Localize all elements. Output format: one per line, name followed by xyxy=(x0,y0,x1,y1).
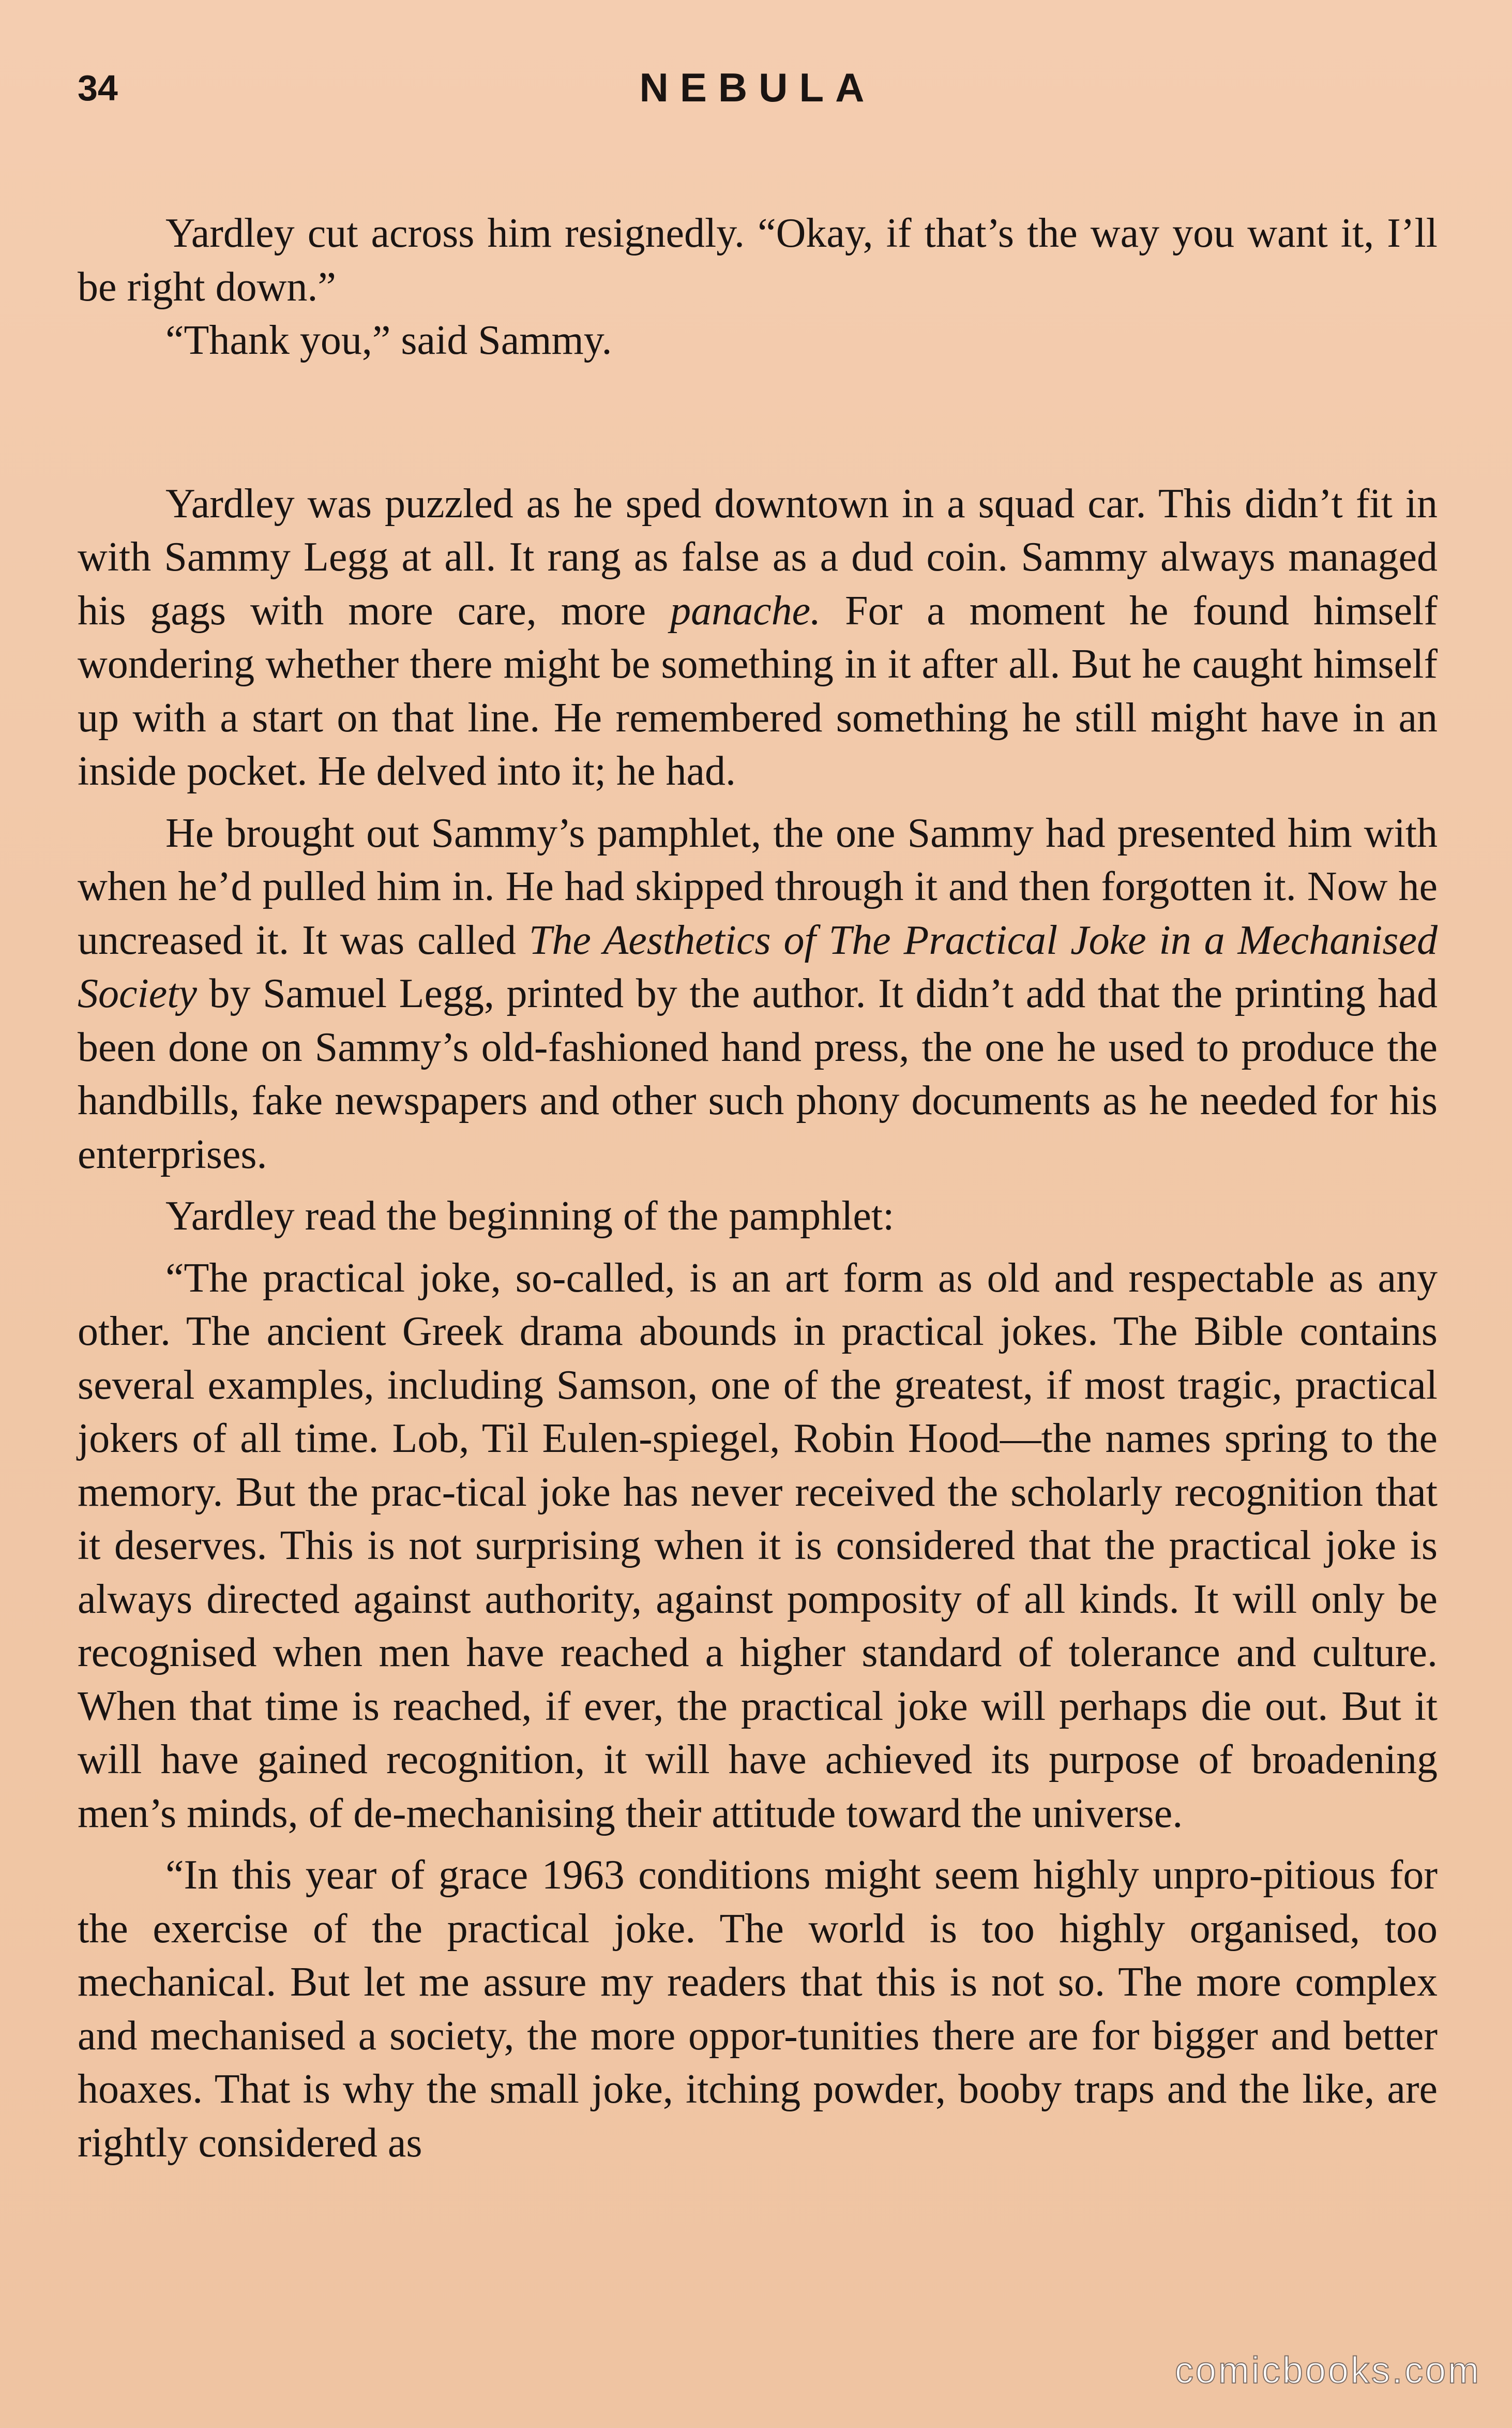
paragraph xyxy=(78,807,1438,1182)
paragraph xyxy=(78,477,1438,799)
paragraph-text: For a moment he found himself wondering whether there might be something in it after all. But he caught himself up with a start on that line. He remembered something he still might have in an inside pocket. He delved into it; he had. xyxy=(78,588,1438,794)
paragraph-text: Yardley was puzzled as he sped downtown in a squad car. This didn’t fit in with Sammy Legg at all. It rang as false as a dud coin. Sammy always managed his gags with more care, more xyxy=(78,481,1438,634)
paragraph-text: He brought out Sammy’s pamphlet, the one Sammy had presented him with when he’d pulled him in. He had skipped through it and then forgotten it. Now he uncreased it. It was called xyxy=(78,810,1438,963)
page-number: 34 xyxy=(78,68,118,108)
paragraph: “Thank you,” said Sammy. xyxy=(165,318,612,363)
body-text xyxy=(78,207,1438,2170)
book-page xyxy=(78,52,1438,2410)
paragraph: Yardley cut across him resignedly. “Okay, if that’s the way you want it, I’ll be right down.” xyxy=(78,211,1438,310)
paragraph-text: by Samuel Legg, printed by the author. It didn’t add that the printing had been done on Sammy’s old-fashioned hand press, the one he used to produce the handbills, fake newspapers and other such phony documents as he needed for his enterprises. xyxy=(78,971,1438,1177)
watermark: comicbooks.com xyxy=(1174,2350,1481,2391)
paragraph: “The practical joke, so-called, is an art form as old and respectable as any other. The ancient Greek drama abounds in practical jokes. The Bible contains several examples, including Samson, one of the greatest, if most tragic, practical jokers of all time. Lob, Til Eulen-spiegel, Robin Hood—the names spring to the memory. But the prac-tical joke has never received the scholarly recognition that it deserves. This is not surprising when it is considered that the practical joke is always directed against authority, against pomposity of all kinds. It will only be recognised when men have reached a higher standard of tolerance and culture. When that time is reached, if ever, the practical joke will perhaps die out. But it will have gained recognition, it will have achieved its purpose of broadening men’s minds, of de-mechanising their attitude toward the universe. xyxy=(78,1255,1438,1836)
paragraph: “In this year of grace 1963 conditions might seem highly unpro-pitious for the exercise of the practical joke. The world is too highly organised, too mechanical. But let me assure my readers that this is not so. The more complex and mechanised a society, the more oppor-tunities there are for bigger and better hoaxes. That is why the small joke, itching powder, booby traps and the like, are rightly considered as xyxy=(78,1852,1438,2166)
running-head: NEBULA xyxy=(639,65,876,110)
page-header xyxy=(78,52,1438,124)
pamphlet-title: The Aesthetics of The Practical Joke in a Mechanised Society xyxy=(78,917,1438,1016)
emphasis-text: panache. xyxy=(670,588,821,634)
paragraph: Yardley read the beginning of the pamphlet: xyxy=(165,1193,895,1239)
